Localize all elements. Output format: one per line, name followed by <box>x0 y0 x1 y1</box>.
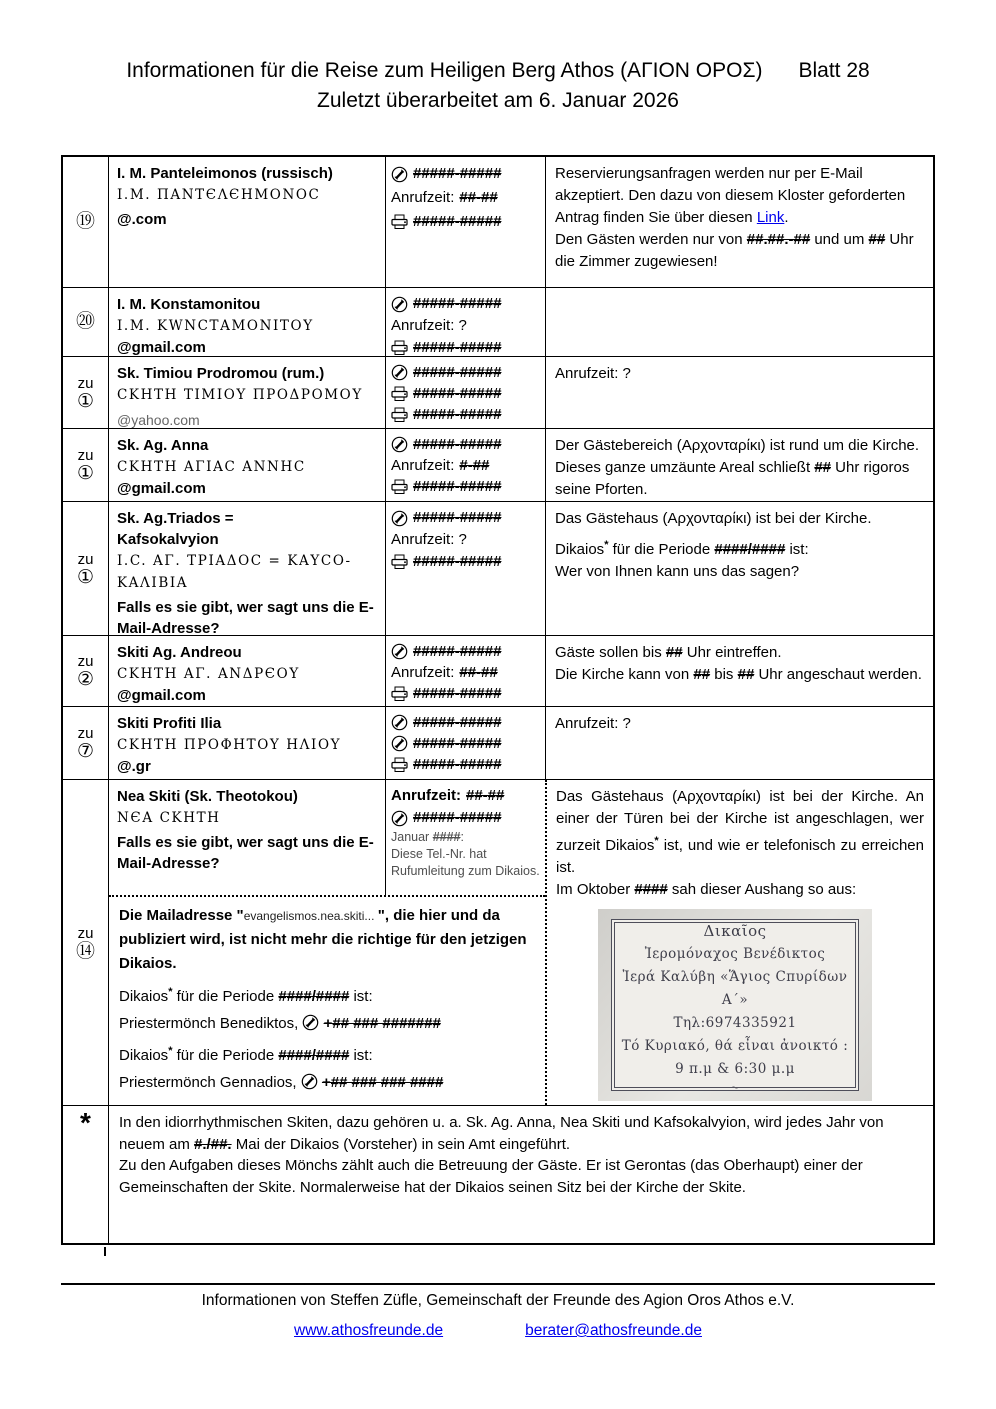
redacted-period: ####/#### <box>714 541 786 558</box>
note-text: Dikaios <box>119 1047 169 1064</box>
notice-paper <box>611 919 859 1091</box>
name-cell <box>109 780 386 895</box>
note-paragraph <box>555 642 924 664</box>
fax-icon <box>391 554 408 570</box>
phone-icon <box>391 296 408 313</box>
call-time-line <box>391 455 540 476</box>
phone-number: #####-##### <box>413 364 502 381</box>
email-question: Falls es sie gibt, wer sagt uns die E-Mail-Adresse? <box>117 834 374 872</box>
redacted-period: ####/#### <box>278 1047 350 1064</box>
monastery-contact-table <box>61 155 935 1245</box>
note-text: sah dieser Aushang so aus: <box>667 881 857 898</box>
row-number: ① <box>76 390 95 412</box>
note-text: Anrufzeit: ? <box>555 715 631 732</box>
note-paragraph <box>555 664 924 686</box>
table-row <box>63 356 933 428</box>
note-text: Dikaios <box>119 988 169 1005</box>
old-email-address: evangelismos.nea.skiti... <box>243 909 378 923</box>
footnote-marker: * <box>654 835 659 847</box>
monastery-name: Kafsokalvyion <box>117 531 219 548</box>
fax-icon <box>391 479 408 495</box>
call-time-label: Anrufzeit: <box>391 664 455 681</box>
row-number: ⑲ <box>75 211 95 232</box>
note-text: Uhr rigoros seine Pforten. <box>555 459 910 498</box>
row-number-cell <box>63 636 109 706</box>
row-number: ⑦ <box>76 741 95 762</box>
fax-number: #####-##### <box>413 553 502 570</box>
email-fragment: @gmail.com <box>117 687 206 704</box>
phone-note-text: Januar <box>391 830 433 844</box>
notes-cell <box>546 288 933 356</box>
email-fragment: @yahoo.com <box>117 412 200 428</box>
row-number-cell <box>63 707 109 779</box>
row-number: ⑭ <box>75 940 95 962</box>
website-link[interactable]: www.athosfreunde.de <box>294 1322 444 1339</box>
name-cell <box>109 707 386 779</box>
notes-cell <box>546 636 933 706</box>
phone-line <box>391 641 540 662</box>
fax-line <box>391 551 540 573</box>
monastery-name: Skiti Ag. Andreou <box>117 644 242 661</box>
fax-icon <box>391 386 408 402</box>
footnote-paragraph <box>119 1112 923 1155</box>
fax-number: #####-##### <box>413 685 502 702</box>
phone-line <box>391 293 540 315</box>
note-text: Wer von Ihnen kann uns das sagen? <box>555 563 800 580</box>
call-time-line <box>391 186 540 210</box>
phone-note-text: : <box>460 830 464 844</box>
row-number: ① <box>76 566 95 588</box>
monastery-name: Nea Skiti (Sk. Theotokou) <box>117 788 298 805</box>
fax-line <box>391 683 540 704</box>
row-number-cell <box>63 288 109 356</box>
contact-cell <box>386 157 546 287</box>
fax-icon <box>391 407 408 423</box>
note-text: Priestermönch Gennadios, <box>119 1074 301 1091</box>
note-paragraph <box>119 904 535 976</box>
phone-icon <box>391 166 408 183</box>
asterisk-symbol: * <box>80 1107 91 1138</box>
monastery-name: I. M. Panteleimonos (russisch) <box>117 165 333 182</box>
note-text: Das Gästehaus (Αρχονταρίκι) ist bei der Kirche. An einer der Türen bei der Kirche ist angeschlagen, wer zurzeit Dikaios <box>556 788 924 854</box>
notice-line: Ἰερά Καλύβη «Ἅγιος Cπυρίδων Α΄» <box>622 969 848 1008</box>
phone-icon <box>391 735 408 752</box>
redacted-date: ##.##.-## <box>746 231 811 248</box>
title-text: Informationen für die Reise zum Heiligen Berg Athos (ΑΓΙΟΝ ΟΡΟΣ) <box>126 59 763 82</box>
monastery-name-greek: ΚΑΛΙΒΙΑ <box>117 575 189 591</box>
note-text: für die Periode <box>172 988 279 1005</box>
notice-line: Ἰερομόναχος Βενέδικτος <box>644 946 826 962</box>
note-text: ist: <box>349 988 373 1005</box>
note-text: Gäste sollen bis <box>555 644 666 661</box>
footnote-text: In den idiorrhythmischen Skiten, dazu gehören u. a. Sk. Ag. Anna, Nea Skiti und Kafsokalvyion, wird jedes Jahr von neuem am <box>119 1114 884 1153</box>
mail-address-note-cell <box>109 895 545 1105</box>
monastery-name-greek: Ι.Μ. ΠΑΝΤЄΛЄΗΜΟΝΟC <box>117 187 321 203</box>
notes-cell <box>546 429 933 501</box>
monastery-name-greek: Ι.C. ΑΓ. ΤΡΙΑΔΟC = ΚΑΥCΟ- <box>117 553 352 569</box>
name-cell <box>109 288 386 356</box>
monastery-name-greek: Ι.Μ. ΚWΝCΤΑΜΟΝΙΤΟΥ <box>117 318 314 334</box>
email-fragment: @gmail.com <box>117 339 206 356</box>
table-row <box>63 501 933 635</box>
note-paragraph <box>555 229 924 273</box>
note-paragraph <box>555 163 924 229</box>
fax-icon <box>391 214 408 230</box>
contact-cell <box>386 707 546 779</box>
email-fragment: @gmail.com <box>117 480 206 497</box>
phone-line <box>391 162 540 186</box>
phone-number: #####-##### <box>413 165 502 182</box>
note-text: ist: <box>349 1047 373 1064</box>
footnote-marker: * <box>604 539 609 551</box>
contact-cell <box>386 636 546 706</box>
monastery-name-greek: CΚΗΤΗ ΤΙΜΙΟΥ ΠΡΟΔΡΟΜΟΥ <box>117 387 363 403</box>
contact-cell <box>386 429 546 501</box>
fax-icon <box>391 340 408 356</box>
note-text: Das Gästehaus (Αρχονταρίκι) ist bei der Kirche. <box>555 510 872 527</box>
row-prefix: zu <box>77 374 94 392</box>
note-text: ist, und wie er telefonisch zu erreichen ist. <box>556 837 924 876</box>
note-paragraph <box>556 879 924 901</box>
row-number-cell <box>63 502 109 635</box>
note-paragraph <box>119 980 535 1009</box>
name-cell <box>109 357 386 428</box>
row-number-cell <box>63 357 109 428</box>
fax-number: #####-##### <box>413 385 502 402</box>
note-text: Uhr die Zimmer zugewiesen! <box>555 231 914 270</box>
fax-line <box>391 404 540 425</box>
redacted-hour: ## <box>693 666 711 683</box>
redacted-hour: ## <box>665 644 683 661</box>
row-prefix: zu <box>77 725 94 742</box>
phone-line <box>391 807 540 829</box>
email-link[interactable]: berater@athosfreunde.de <box>525 1322 702 1339</box>
note-text: für die Periode <box>172 1047 279 1064</box>
notes-cell <box>547 780 933 1105</box>
monastery-name: Sk. Timiou Prodromou (rum.) <box>117 365 325 382</box>
phone-number: #####-##### <box>413 509 502 526</box>
notes-cell <box>546 357 933 428</box>
footnote-text-cell <box>109 1106 933 1243</box>
table-row <box>63 706 933 779</box>
call-time-label: Anrufzeit: <box>391 787 461 804</box>
phone-number: #####-##### <box>413 735 502 752</box>
fax-number: #####-##### <box>413 478 502 495</box>
phone-line <box>391 362 540 383</box>
contact-cell <box>386 357 546 428</box>
fax-number: #####-##### <box>413 406 502 423</box>
phone-note: Diese Tel.-Nr. hat Rufumleitung zum Dikaios. <box>391 847 540 878</box>
call-time-line: Anrufzeit: ? <box>391 317 467 334</box>
name-cell <box>109 157 386 287</box>
contact-cell <box>386 780 545 895</box>
notice-line: Τό Κυριακό, θά εἶναι ἀνοικτό : <box>621 1038 849 1054</box>
phone-number: #####-##### <box>413 436 502 453</box>
table-row <box>63 779 933 1105</box>
fax-line <box>391 210 540 234</box>
contact-cell <box>386 502 546 635</box>
phone-icon <box>391 436 408 453</box>
note-text: Der Gästebereich (Αρχονταρίκι) ist rund um die Kirche. Dieses ganze umzäunte Areal schließt <box>555 437 920 476</box>
note-text: ", die hier und da publiziert wird, ist nicht mehr die richtige für den jetzigen Dikaios. <box>119 907 527 972</box>
note-text: Im Oktober <box>556 881 635 898</box>
email-question: Falls es sie gibt, wer sagt uns die E-Mail-Adresse? <box>117 599 374 637</box>
note-text: Die Kirche kann von <box>555 666 694 683</box>
phone-line <box>391 434 540 455</box>
name-cell <box>109 429 386 501</box>
fax-number: #####-##### <box>413 339 502 356</box>
phone-icon <box>301 1073 318 1090</box>
fax-number: #####-##### <box>413 213 502 230</box>
redacted-phone: +## ### ####### <box>323 1015 441 1032</box>
phone-icon <box>391 810 408 827</box>
footnote-row <box>63 1105 933 1243</box>
fax-line <box>391 754 540 775</box>
note-text: Den Gästen werden nur von <box>555 231 747 248</box>
redacted-phone: +## ### ### #### <box>321 1074 444 1091</box>
monastery-name: Sk. Ag. Anna <box>117 437 209 454</box>
call-time-line: Anrufzeit: ? <box>391 531 467 548</box>
note-text: . <box>784 209 789 226</box>
notice-line: 9 π.μ & 6:30 μ.μ <box>675 1061 795 1077</box>
name-cell <box>109 502 386 635</box>
flourish-ornament <box>698 1085 772 1090</box>
monastery-name-greek: CΚΗΤΗ ΑΓΙΑC ΑΝΝΗC <box>117 459 306 475</box>
call-time-value: #-## <box>459 457 490 474</box>
email-fragment: @.gr <box>117 758 151 775</box>
sheet-number: Blatt 28 <box>798 59 870 82</box>
monastery-name: Sk. Ag.Triados = <box>117 510 234 527</box>
footer-attribution: Informationen von Steffen Züfle, Gemeinschaft der Freunde des Agion Oros Athos e.V. <box>201 1292 795 1309</box>
footnote-paragraph: Zu den Aufgaben dieses Mönchs zählt auch die Betreuung der Gäste. Er ist Gerontas (das Oberhaupt) einer der Gemeinschaften der Skite. Normalerweise hat der Dikaios seinen Sitz bei der Kirche der Skite. <box>119 1157 863 1196</box>
row-prefix: zu <box>77 550 94 568</box>
email-fragment: @.com <box>117 211 167 228</box>
fax-icon <box>391 686 408 702</box>
redacted-date: #./##. <box>194 1135 232 1153</box>
fax-icon <box>391 757 408 773</box>
table-row <box>63 635 933 706</box>
monastery-name-greek: ΝЄΑ CΚΗΤΗ <box>117 810 221 826</box>
row-number: ⑳ <box>75 311 95 332</box>
phone-line <box>391 712 540 733</box>
row-number-cell <box>63 157 109 287</box>
notes-cell <box>546 157 933 287</box>
note-text: und um <box>810 231 869 248</box>
table-row <box>63 157 933 287</box>
note-paragraph <box>556 786 924 879</box>
row-number: ① <box>76 463 95 484</box>
phone-number: #####-##### <box>413 809 502 826</box>
monastery-name: I. M. Konstamonitou <box>117 296 261 313</box>
row-number-cell <box>63 429 109 501</box>
notice-title: Δικαῖος <box>703 922 767 940</box>
redacted-hour: ## <box>814 459 831 476</box>
monastery-name-greek: CΚΗΤΗ ΠΡΟΦΗΤΟΥ ΗΛΙΟΥ <box>117 737 342 753</box>
phone-icon <box>391 510 408 527</box>
note-text: bis <box>710 666 738 683</box>
phone-icon <box>391 643 408 660</box>
footnote-star-cell <box>63 1106 109 1243</box>
nea-skiti-top-row <box>109 780 545 895</box>
contact-cell <box>386 288 546 356</box>
fax-number: #####-##### <box>413 756 502 773</box>
redacted-period: ####/#### <box>278 988 350 1005</box>
note-text: ist: <box>785 541 809 558</box>
dikaios-notice-photo <box>598 909 872 1101</box>
stray-table-tick <box>104 1247 106 1256</box>
phone-icon <box>302 1014 319 1031</box>
monastery-name: Skiti Profiti Ilia <box>117 715 222 732</box>
footnote-marker: * <box>168 986 173 998</box>
table-row <box>63 428 933 501</box>
footnote-marker: * <box>168 1045 173 1057</box>
phone-number: #####-##### <box>413 714 502 731</box>
note-text: Reservierungsanfragen werden nur per E-Mail akzeptiert. Den dazu von diesem Kloster geforderten Antrag finden Sie über diesen <box>555 165 906 226</box>
redacted-hour: ## <box>737 666 755 683</box>
footer-links <box>0 1322 996 1340</box>
note-text: Dikaios <box>555 541 605 558</box>
phone-number: #####-##### <box>413 295 502 312</box>
phone-icon <box>391 364 408 381</box>
page-title <box>0 56 996 116</box>
note-paragraph <box>555 534 924 561</box>
note-paragraph <box>555 435 924 501</box>
fax-line <box>391 476 540 497</box>
monastery-name-greek: CΚΗΤΗ ΑΓ. ΑΝΔΡЄΟΥ <box>117 666 300 682</box>
footer-divider <box>61 1283 935 1285</box>
notes-cell <box>546 707 933 779</box>
note-text: Priestermönch Benediktos, <box>119 1015 303 1032</box>
reservation-form-link[interactable]: Link <box>756 209 785 226</box>
phone-note <box>391 829 540 846</box>
name-cell <box>109 636 386 706</box>
title-line-2: Zuletzt überarbeitet am 6. Januar 2026 <box>317 89 679 112</box>
note-paragraph <box>119 1071 535 1095</box>
redacted-hour: ## <box>868 231 886 248</box>
call-time-line <box>391 785 540 807</box>
note-text: für die Periode <box>608 541 715 558</box>
redacted-year: #### <box>432 830 461 844</box>
phone-number: #####-##### <box>413 643 502 660</box>
redacted-year: #### <box>634 881 668 898</box>
note-text: Uhr eintreffen. <box>682 644 782 661</box>
fax-line <box>391 383 540 404</box>
row-number: ② <box>76 669 95 690</box>
call-time-line <box>391 662 540 683</box>
nea-skiti-subgrid <box>109 780 547 1105</box>
call-time-value: ##-## <box>466 787 505 804</box>
title-line-1 <box>0 56 996 86</box>
phone-line <box>391 507 540 529</box>
note-text: Uhr angeschaut werden. <box>754 666 922 683</box>
fax-line <box>391 337 540 359</box>
table-row <box>63 287 933 356</box>
call-time-value: ##-## <box>459 189 498 206</box>
notice-line: Τηλ:6974335921 <box>673 1015 797 1031</box>
note-text: Anrufzeit: ? <box>555 365 631 382</box>
footnote-text: Mai der Dikaios (Vorsteher) in sein Amt eingeführt. <box>231 1135 571 1153</box>
note-paragraph <box>119 1039 535 1068</box>
call-time-label: Anrufzeit: <box>391 457 455 474</box>
row-prefix: zu <box>77 924 94 942</box>
row-prefix: zu <box>77 447 94 464</box>
call-time-label: Anrufzeit: <box>391 189 455 206</box>
row-prefix: zu <box>77 653 94 670</box>
phone-line <box>391 733 540 754</box>
row-number-cell <box>63 780 109 1105</box>
note-paragraph <box>119 1012 535 1036</box>
note-text: Die Mailadresse " <box>119 907 244 924</box>
phone-icon <box>391 714 408 731</box>
notes-cell <box>546 502 933 635</box>
call-time-value: ##-## <box>459 664 498 681</box>
